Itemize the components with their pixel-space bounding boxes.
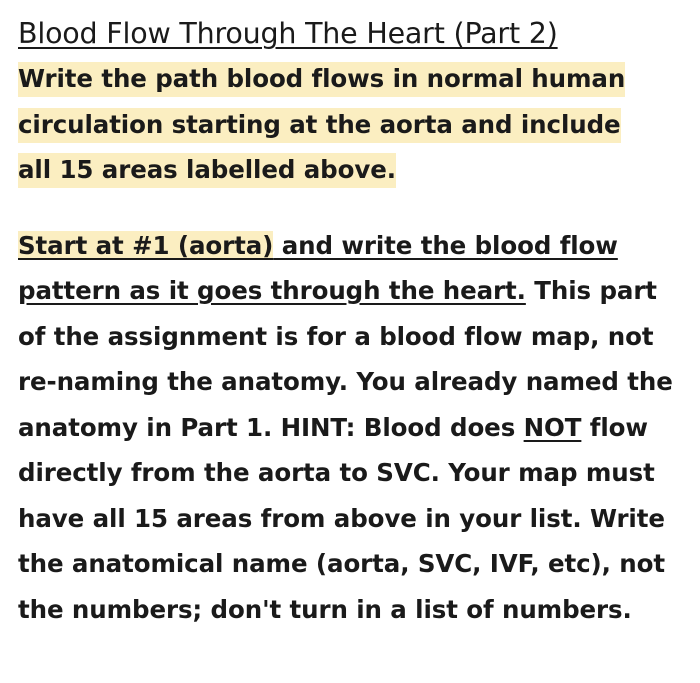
prompt-line-1: Write the path blood flows in normal human [18, 62, 625, 97]
body-text-part-1: This part of the assignment is for a blood flow map, not re-naming the anatomy. You already named the anatomy in Part 1. HINT: Blood does [18, 276, 673, 442]
paragraph-spacer [18, 193, 682, 223]
start-rest-line-1: and write the blood flow [273, 230, 618, 260]
start-at-aorta-highlight: Start at #1 (aorta) [18, 230, 274, 260]
body-paragraph [18, 223, 682, 633]
start-rest-line-2: pattern as it goes through the heart. [18, 276, 526, 305]
prompt-line-3: all 15 areas labelled above. [18, 153, 396, 188]
prompt-instructions [18, 56, 682, 193]
prompt-line-2: circulation starting at the aorta and include [18, 108, 621, 143]
not-emphasis: NOT [523, 412, 582, 442]
page-title: Blood Flow Through The Heart (Part 2) [18, 17, 558, 50]
body-text-part-2: flow directly from the aorta to SVC. Your map must have all 15 areas from above in your list. Write the anatomical name (aorta, SVC, IVF, etc), not the numbers; don't turn in a list of numbers. [18, 412, 665, 624]
